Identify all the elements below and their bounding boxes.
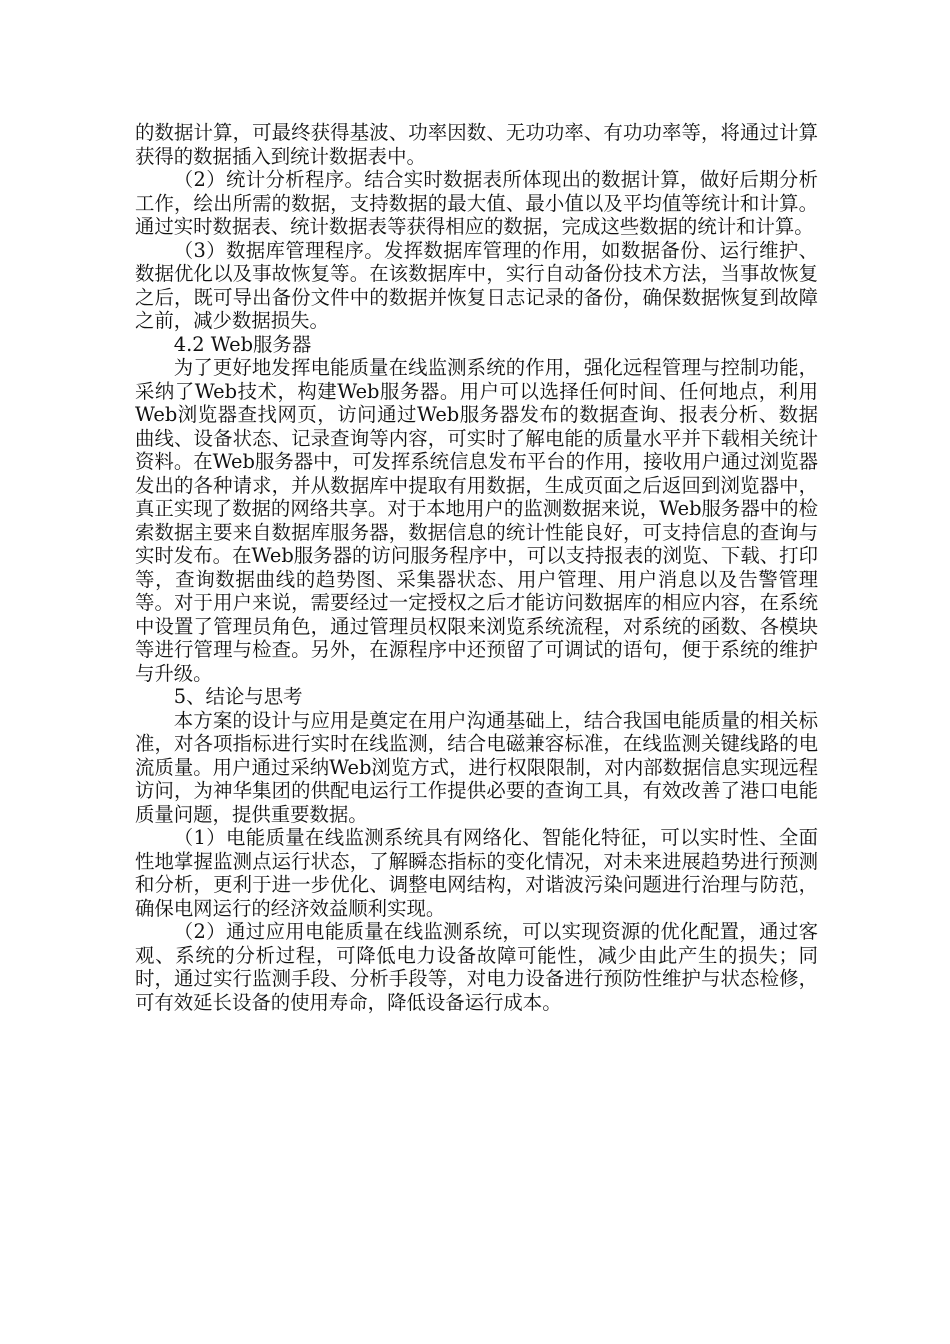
section-heading-web-server: 4.2 Web服务器 [173, 332, 312, 356]
paragraph-data-calculation: 的数据计算，可最终获得基波、功率因数、无功功率、有功功率等，将通过计算获得的数据插入到统计数据表中。 [135, 121, 818, 168]
paragraph-web-server: 为了更好地发挥电能质量在线监测系统的作用，强化远程管理与控制功能，采纳了Web技术，构建Web服务器。用户可以选择任何时间、任何地点，利用Web浏览器查找网页，访问通过Web服务器发布的数据查询、报表分析、数据曲线、设备状态、记录查询等内容，可实时了解电能的质量水平并下载相关统计资料。在Web服务器中，可发挥系统信息发布平台的作用，接收用户通过浏览器发出的各种请求，并从数据库中提取有用数据，生成页面之后返回到浏览器中，真正实现了数据的网络共享。对于本地用户的监测数据来说，Web服务器中的检索数据主要来自数据库服务器，数据信息的统计性能良好，可支持信息的查询与实时发布。在Web服务器的访问服务程序中，可以支持报表的浏览、下载、打印等，查询数据曲线的趋势图、采集器状态、用户管理、用户消息以及告警管理等。对于用户来说，需要经过一定授权之后才能访问数据库的相应内容，在系统中设置了管理员角色，通过管理员权限来浏览系统流程，对系统的函数、各模块等进行管理与检查。另外，在源程序中还预留了可调试的语句，便于系统的维护与升级。 [135, 356, 818, 685]
document-page [135, 121, 818, 1014]
paragraph-statistical-analysis: （2）统计分析程序。结合实时数据表所体现出的数据计算，做好后期分析工作，绘出所需的数据，支持数据的最大值、最小值以及平均值等统计和计算。通过实时数据表、统计数据表等获得相应的数据，完成这些数据的统计和计算。 [135, 168, 818, 238]
paragraph-database-management: （3）数据库管理程序。发挥数据库管理的作用，如数据备份、运行维护、数据优化以及事故恢复等。在该数据库中，实行自动备份技术方法，当事故恢复之后，既可导出备份文件中的数据并恢复日志记录的备份，确保数据恢复到故障之前，减少数据损失。 [135, 238, 818, 332]
paragraph-conclusion-intro: 本方案的设计与应用是奠定在用户沟通基础上，结合我国电能质量的相关标准，对各项指标进行实时在线监测，结合电磁兼容标准，在线监测关键线路的电流质量。用户通过采纳Web浏览方式，进行权限限制，对内部数据信息实现远程访问，为神华集团的供配电运行工作提供必要的查询工具，有效改善了港口电能质量问题，提供重要数据。 [135, 708, 818, 826]
paragraph-conclusion-point-1: （1）电能质量在线监测系统具有网络化、智能化特征，可以实时性、全面性地掌握监测点运行状态，了解瞬态指标的变化情况，对未来进展趋势进行预测和分析，更利于进一步优化、调整电网结构，对谐波污染问题进行治理与防范，确保电网运行的经济效益顺利实现。 [135, 826, 818, 920]
paragraph-conclusion-point-2: （2）通过应用电能质量在线监测系统，可以实现资源的优化配置，通过客观、系统的分析过程，可降低电力设备故障可能性，减少由此产生的损失；同时，通过实行监测手段、分析手段等，对电力设备进行预防性维护与状态检修，可有效延长设备的使用寿命，降低设备运行成本。 [135, 920, 818, 1014]
section-heading-conclusion: 5、结论与思考 [173, 685, 303, 708]
